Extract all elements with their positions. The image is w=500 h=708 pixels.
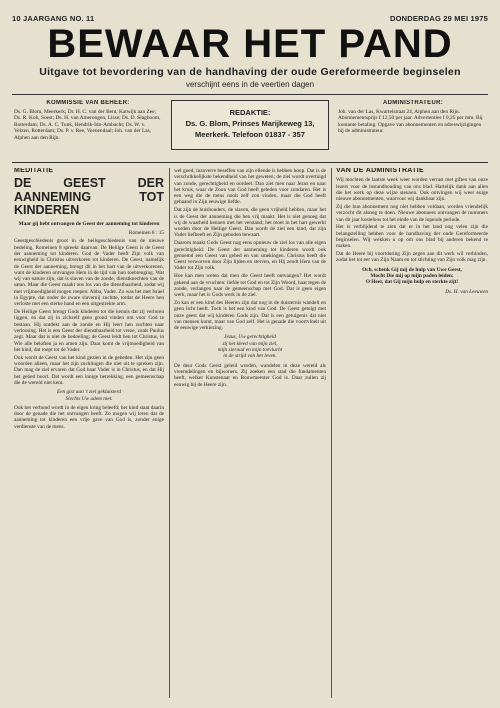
meditatie-paragraph: Ook het verbond wordt in de eigen kring beleefd; het kind staat daarin door de genade die het ontvangen heeft. Zo mogen wij leren dat de aanneming tot kinderen een vrije gave van God is, zonder enige verdienste van de mens.: [14, 404, 164, 430]
meditatie-paragraph: De Heilige Geest brengt Gods kinderen tot die kennis dat zij verloren liggen, en dat zij in zichzelf geen grond vinden om voor God te bestaan. Hij ontdekt aan de zonde en Hij leert hen zuchten naar verlossing. Het is een Geest der dienstbaarheid tot vreze, zoals Paulus zegt. Maar dat is niet de bedoeling; de Geest leidt hen tot Christus, in Wie alle beloften ja en amen zijn. Daar komt de vrijmoedigheid van het kind, dat roept tot de Vader.: [14, 309, 164, 353]
meditatie-reference: Romeinen 8 : 15: [128, 230, 164, 237]
boxes-divider: [12, 162, 488, 163]
redactie-heading: REDAKTIE:: [229, 108, 271, 117]
administrateur-text: Joh. van der Las, Kwartelstraat 24, Alphen aan den Rijn. Abonnementsprijs f 12,50 per jaar. Advertenties f 0,25 per mm. Bij kontante betaling. Opgave van abonnementen en adreswijzigingen bij de administrateur.: [338, 108, 483, 135]
volume-number: 10 JAARGANG NO. 11: [12, 14, 95, 23]
middle-verse: Jezus, Uw gerechtigheid zij het kleed van mijn ziel, mijn sieraad en mijn toevlucht in de strijd van het leven.: [217, 334, 283, 360]
meditatie-lead: Maar gij hebt ontvangen de Geest der aanneming tot kinderen: [18, 220, 160, 227]
meditatie-paragraph: Geestgeschiedenis groot in de heilsgeschiedenis van de nieuwe bedeling. Romeinen 8 spreekt daarvan. De Heilige Geest is de Geest der aanneming tot kinderen. God de Vader heeft Zijn volk van eeuwigheid in Christus uitverkoren tot kinderen. De Geest, namelijk de Geest der aanneming, brengt dit in het hart van de uitverkorenen, want de kinderen ontvangen Hem in de tijd van hun toebrenging. Wat wij van nature zijn, dat is slaven van de zonde, dienstknechten van de satan. Maar die Geest maakt ons los van die dienstbaarheid, zodat wij met vrijmoedigheid mogen roepen: Abba, Vader. Zo was het met Israel in Egypte, dat onder de zware slavernij zuchtte, totdat de Heere hen verloste met een sterke hand en een uitgestrekte arm.: [14, 238, 164, 308]
masthead-subtitle: Uitgave tot bevordering van de handhaving der oude Gereformeerde beginselen: [39, 66, 461, 78]
redactie-box: [171, 100, 329, 150]
middle-column: [174, 168, 326, 700]
commissie-box: [14, 100, 162, 158]
meditatie-title: DE GEEST DER AANNEMING TOT KINDEREN: [14, 176, 164, 218]
issue-date: DONDERDAG 29 MEI 1975: [390, 14, 488, 23]
administratie-paragraph: Het is verblijdend te zien dat er in het land nog velen zijn die belangstelling hebben voor de handhaving der oude Gereformeerde beginselen. Wij wekken u op om ons blad bij anderen bekend te maken.: [336, 224, 488, 250]
meditatie-verse: Een gixt aan 't ziel gekluisterd Slechts Uw adem niet.: [56, 389, 122, 402]
administratie-verse: Och, schenk Gij mij de hulp van Uwe Geest, Mocht Die mij op mijn paden leiden; O Heer, dat Gij mijn hulp en sterkte zijt!: [362, 266, 462, 286]
header-divider: [12, 94, 488, 95]
administratie-signature: Ds. H. van Leeuwen: [445, 288, 488, 295]
administrateur-heading: ADMINISTRATEUR:: [382, 100, 444, 106]
middle-paragraph: wel goed, inzoverre beseffen van zijn ellende is hebben hoop. Dat is de verschrikkelijkste bekendheid van het geweten; de ziel wordt overtuigd van zonde, gerechtigheid en oordeel. Dan ziet men naar Jezus en naar het kruis, waar de Zoon van God heeft geleden voor zondaren. Het is een weg die de mens nooit zelf zou vinden, maar die God heeft gebaand in Zijn eeuwige liefde.: [174, 168, 326, 206]
column-divider-2: [331, 168, 332, 698]
commissie-text: Ds. G. Blom, Meerkerk; Dr. H. C. van der Bent, Katwijk aan Zee; Ds. R. Kok, Soest; Ds. H. van Amerongen, Lisse; Ds. D. Slagboom, Rotterdam; Ds. A. C. Tunk, Hendrik-Ido-Ambacht; Ds. W. v. Velzen, Rotterdam; Ds. P. v. Ree, Veenendaal; Joh. van der Las, Alphen aan den Rijn.: [14, 108, 161, 141]
redactie-phone: Meerkerk. Telefoon 01837 - 357: [195, 130, 305, 139]
middle-paragraph: Hoe kan men weten dat men die Geest heeft ontvangen? Het wordt gekend aan de vruchten: liefde tot God en tot Zijn Woord, haat tegen de zonde, verlangen naar de gemeenschap met God. Dat is geen eigen werk, maar het is Gods werk in de ziel.: [174, 273, 326, 299]
administratie-column: [336, 168, 488, 700]
masthead-title: BEWAAR HET PAND: [47, 22, 453, 66]
meditatie-paragraph: Ook wordt de Geest van het kind gezien in de gebeden. Het zijn geen woorden alleen, maar het zijn zuchtingen die niet uit te spreken zijn. Dan mag de ziel ervaren dat God haar Vader is in Christus, en dat Hij het gebed hoort. Dat wordt een innige betrekking, een gemeenschap die de wereld niet kent.: [14, 354, 164, 386]
administratie-label: VAN DE ADMINISTRATIE: [336, 168, 424, 174]
administrateur-box: [338, 100, 488, 158]
redactie-address: Ds. G. Blom, Prinses Marijkeweg 13,: [185, 119, 315, 128]
middle-paragraph: Zo kan er een kind des Heeren zijn dat nog in de duisternis wandelt en geen licht heeft. Toch is het een kind van God. De Geest getuigt met onze geest dat wij kinderen Gods zijn. Dat is een getuigenis dat niet van mensen komt, maar van God zelf. Het is genade die voortvloeit uit de eeuwige verkiezing.: [174, 299, 326, 332]
frequency-line: verschijnt eens in de veertien dagen: [185, 80, 315, 89]
middle-paragraph: Dat zijn de huishouders, de slaven, die geen vrijheid hebben, maar het is de Geest der aanneming die hen vrij maakt. Het is niet genoeg dat wij de waarheid kennen met het verstand; het moet in het hart gewerkt worden door de Heilige Geest. Dan wordt de ziel een kind, dat zijn Vader liefheeft en Zijn geboden bewaart.: [174, 207, 326, 239]
administratie-paragraph: Zij die hun abonnement nog niet hebben voldaan, worden vriendelijk verzocht dit alsnog te doen. Nieuwe abonnees ontvangen de nummers van dit jaar kosteloos tot het einde van de lopende periode.: [336, 203, 488, 223]
middle-paragraph: De deur Gods Geest geleid worden, wandelen in deze wereld als vreemdelingen en bijwoners. Zij zoeken een stad die fundamenten heeft, welker Kunstenaar en Bouwmeester God is. Daar zullen zij eeuwig bij de Heere zijn.: [174, 362, 326, 388]
meditatie-column: [14, 168, 164, 700]
middle-paragraph: Daarom maakt Gods Geest nog eens opnieuw de ziel los van alle eigen gerechtigheid. De Geest der aanneming tot kinderen wordt ook genoemd een Geest van gebed en van smekingen. Christus heeft die Geest verworven door Zijn lijden en sterven, en Hij zendt Hem van de Vader tot Zijn volk.: [174, 240, 326, 272]
meditatie-label: MEDITATIE: [14, 168, 54, 174]
administratie-paragraph: Wij mochten de laatste week weer worden verrast met giften van onze lezers voor de instandhouding van ons blad. Hartelijk dank aan allen die het werk op deze wijze steunen. Ook ontvingen wij weer enige nieuwe abonnementen, waarvoor wij dankbaar zijn.: [336, 177, 488, 203]
administratie-paragraph: Dat de Heere bij voortduring Zijn zegen aan dit werk wil verbinden, zodat het tot eer van Zijn Naam en tot stichting van Zijn volk mag zijn.: [336, 251, 488, 264]
commissie-heading: KOMMISSIE VAN BEHEER:: [46, 100, 130, 106]
column-divider-1: [169, 168, 170, 698]
